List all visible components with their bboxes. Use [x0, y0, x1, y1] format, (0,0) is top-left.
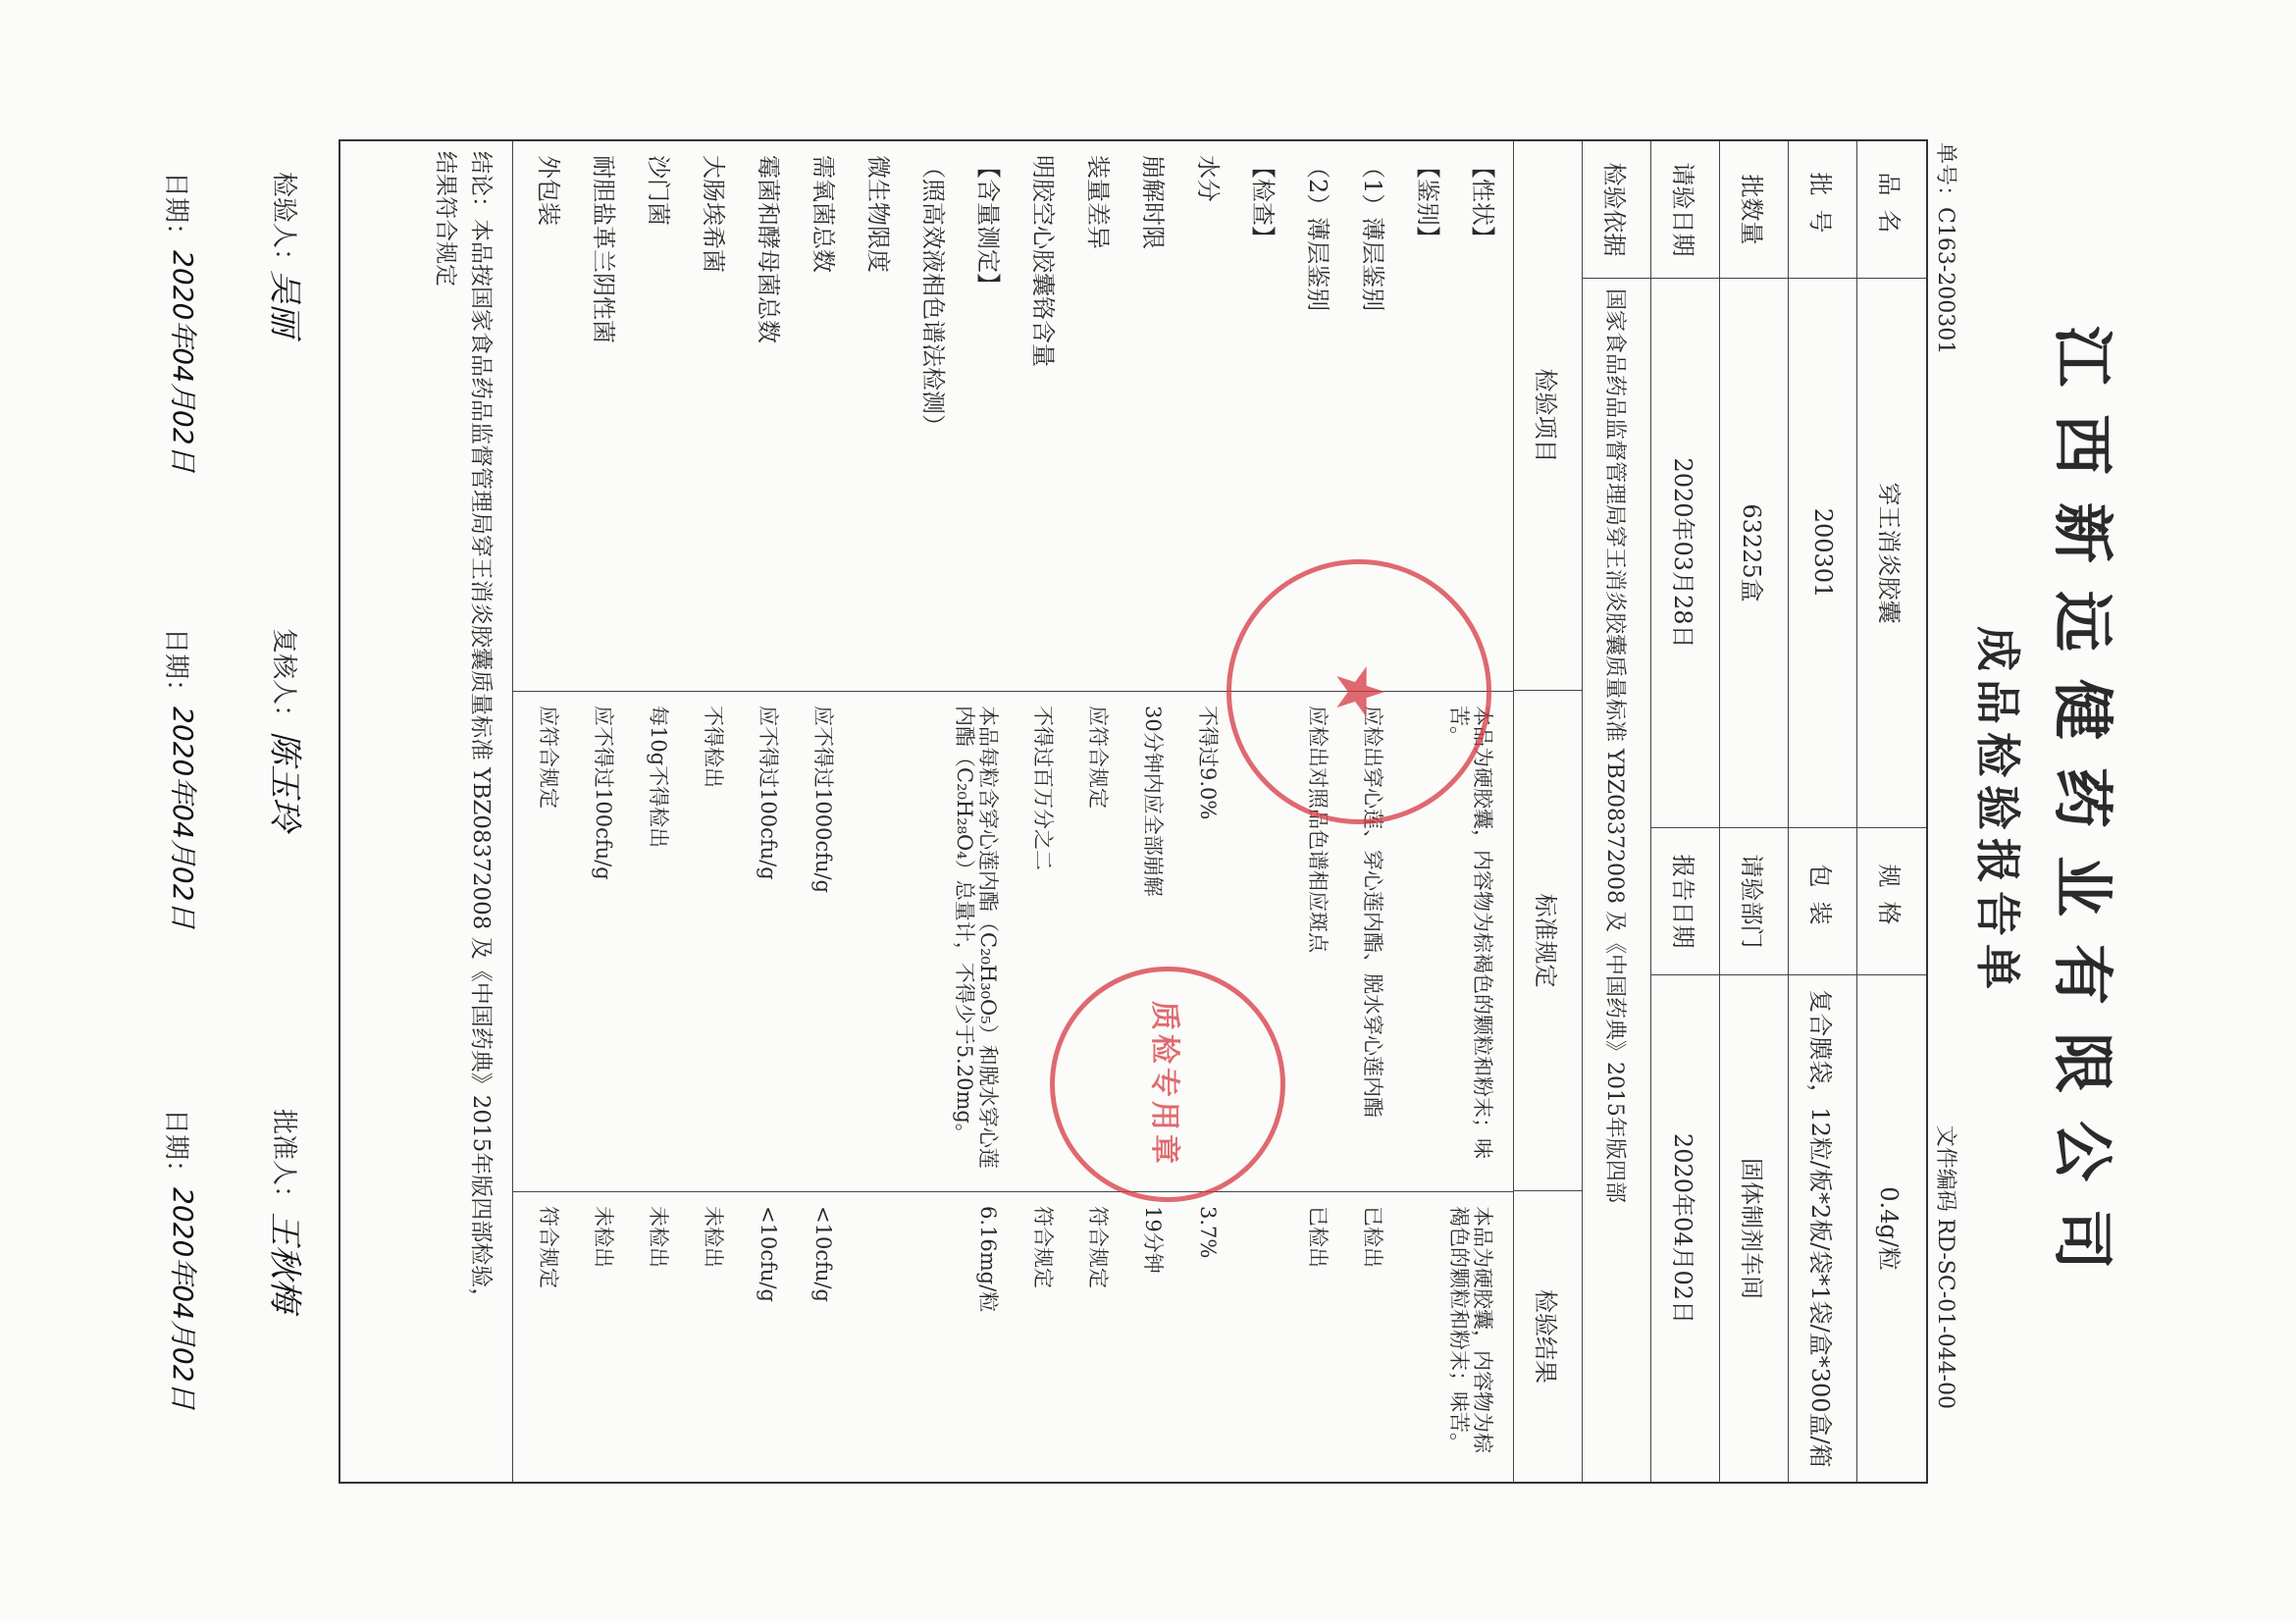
item-name: 沙门菌 [645, 155, 672, 226]
item-result: 符合规定 [1031, 1206, 1055, 1288]
item-result: <10cfu/g [811, 1206, 835, 1302]
item-name: （2）薄层鉴别 [1304, 155, 1331, 312]
qty-value: 63225盒 [1720, 279, 1789, 828]
qty-label: 批数量 [1720, 141, 1789, 279]
item-standard: 应符合规定 [537, 706, 560, 809]
column-header-row [1513, 141, 1583, 1482]
inspector-date-label: 日期： [161, 172, 190, 249]
qa-department-stamp [1226, 559, 1491, 824]
company-name: 江西新远健药业有限公司 [2047, 325, 2118, 1297]
reviewer-signature: 陈玉玲 [265, 731, 304, 831]
reviewer-date-label: 日期： [161, 628, 190, 706]
col-item-header: 检验项目 [1514, 141, 1583, 691]
item-name: 需氧菌总数 [809, 155, 837, 273]
approver-date: 2020年04月02日 [167, 1187, 199, 1410]
item-standard: 应不得过100cfu/g [757, 706, 780, 880]
item-name: 大肠埃希菌 [700, 155, 727, 273]
conclusion-line-2: 结果符合规定 [433, 151, 458, 287]
batch-value: 200301 [1789, 279, 1857, 828]
approver-label: 批准人： [269, 1109, 298, 1212]
spec-label: 规格 [1857, 828, 1926, 975]
item-standard: 每10g不得检出 [647, 706, 670, 849]
item-result: 符合规定 [537, 1206, 560, 1288]
product-label: 品名 [1857, 141, 1926, 279]
report-date-value: 2020年04月02日 [1669, 1132, 1697, 1325]
col-result-header: 检验结果 [1532, 1289, 1560, 1384]
item-result: 未检出 [592, 1206, 615, 1268]
item-name: 【鉴别】 [1414, 155, 1441, 249]
item-result: 已检出 [1361, 1206, 1384, 1268]
item-name: 【含量测定】 [974, 155, 1002, 296]
info-row-qty [1719, 141, 1789, 1482]
conclusion-line-1: 结论：本品按国家食品药品监督管理局穿王消炎胶囊质量标准 YBZ08372008 及《中国药典》2015年版四部检验， [468, 151, 494, 1311]
col-standard-header: 标准规定 [1514, 691, 1583, 1191]
doc-number: 单号：C163-200301 [1933, 142, 1957, 355]
batch-label: 批号 [1789, 141, 1857, 279]
reviewer-label: 复核人： [269, 628, 298, 731]
item-standard: 应符合规定 [1086, 706, 1110, 809]
report-table [339, 139, 1928, 1484]
info-row-batch [1788, 141, 1857, 1482]
approver-signature: 王秋梅 [265, 1212, 304, 1312]
product-value: 穿王消炎胶囊 [1857, 279, 1926, 828]
item-name: 【性状】 [1469, 155, 1496, 249]
pack-value: 复合膜袋，12粒/板*2板/袋*1袋/盒*300盒/箱 [1806, 989, 1835, 1468]
item-standard: 30分钟内应全部崩解 [1141, 706, 1165, 897]
basis-value: 国家食品药品监督管理局穿王消炎胶囊质量标准 YBZ08372008 及《中国药典》2015年版四部 [1602, 288, 1628, 1203]
item-name: 外包装 [535, 155, 562, 226]
item-name: 崩解时限 [1139, 155, 1167, 249]
col-divider-2 [513, 1191, 1514, 1192]
item-standard: 应不得过100cfu/g [592, 706, 615, 880]
info-row-basis [1582, 141, 1651, 1482]
item-result: 未检出 [647, 1206, 670, 1268]
item-result: <10cfu/g [757, 1206, 780, 1302]
report-title: 成品检验报告单 [1971, 626, 2024, 997]
reviewer-date: 2020年04月02日 [167, 707, 199, 929]
item-name: 耐胆盐革兰阴性菌 [590, 155, 617, 343]
star-icon: ★ [1325, 665, 1393, 718]
item-standard: 不得检出 [702, 706, 725, 788]
stamp-text: 质检专用章 [1147, 1001, 1181, 1168]
item-result: 3.7% [1196, 1206, 1220, 1259]
item-standard: 不得过百万分之二 [1031, 706, 1055, 870]
spec-value: 0.4g/粒 [1875, 1186, 1904, 1271]
conclusion-divider [512, 141, 513, 1482]
item-standard: 应不得过1000cfu/g [811, 706, 835, 894]
approver-date-label: 日期： [161, 1109, 190, 1186]
item-standard: 不得过9.0% [1196, 706, 1220, 820]
quality-inspection-stamp [1050, 967, 1285, 1202]
item-result: 6.16mg/粒 [976, 1206, 1000, 1313]
item-name: （1）薄层鉴别 [1359, 155, 1386, 312]
item-standard: 本品每粒含穿心莲内酯（C₂₀H₃₀O₅）和脱水穿心莲内酯（C₂₀H₂₈O₄）总量计，不得少于5.20mg。 [952, 706, 1000, 1169]
dept-label: 请验部门 [1720, 828, 1789, 975]
info-row-product [1856, 141, 1926, 1482]
item-name: 明胶空心胶囊铬含量 [1029, 155, 1057, 367]
basis-label: 检验依据 [1583, 141, 1651, 279]
item-name: （照高效液相色谱法检测） [919, 155, 947, 438]
inspector-signature: 吴丽 [265, 270, 304, 337]
item-result: 19分钟 [1141, 1206, 1165, 1274]
item-result: 本品为硬胶囊，内容物为棕褐色的颗粒和粉末；味苦。 [1446, 1206, 1494, 1453]
inspector-date: 2020年04月02日 [167, 250, 199, 473]
item-standard: 应检出对照品色谱相应斑点 [1306, 706, 1330, 953]
req-date-label: 请验日期 [1651, 141, 1720, 279]
item-result: 已检出 [1306, 1206, 1330, 1268]
item-result: 符合规定 [1086, 1206, 1110, 1288]
pack-label: 包装 [1789, 828, 1857, 975]
dept-value: 固体制剂车间 [1738, 1158, 1766, 1299]
item-name: 霉菌和酵母菌总数 [755, 155, 782, 343]
item-result: 未检出 [702, 1206, 725, 1268]
item-name: 【检查】 [1249, 155, 1277, 249]
item-name: 水分 [1194, 155, 1222, 202]
item-name: 微生物限度 [864, 155, 892, 273]
file-code: 文件编码 RD-SC-01-044-00 [1933, 1125, 1957, 1409]
inspector-label: 检验人： [269, 172, 298, 275]
report-date-label: 报告日期 [1651, 828, 1720, 975]
req-date-value: 2020年03月28日 [1651, 279, 1720, 828]
item-standard: 本品为硬胶囊，内容物为棕褐色的颗粒和粉末；味苦。 [1446, 706, 1494, 1159]
item-standard: 应检出穿心莲、穿心莲内酯、脱水穿心莲内酯 [1361, 706, 1384, 1118]
item-name: 装量差异 [1084, 155, 1112, 249]
info-row-dates [1650, 141, 1720, 1482]
